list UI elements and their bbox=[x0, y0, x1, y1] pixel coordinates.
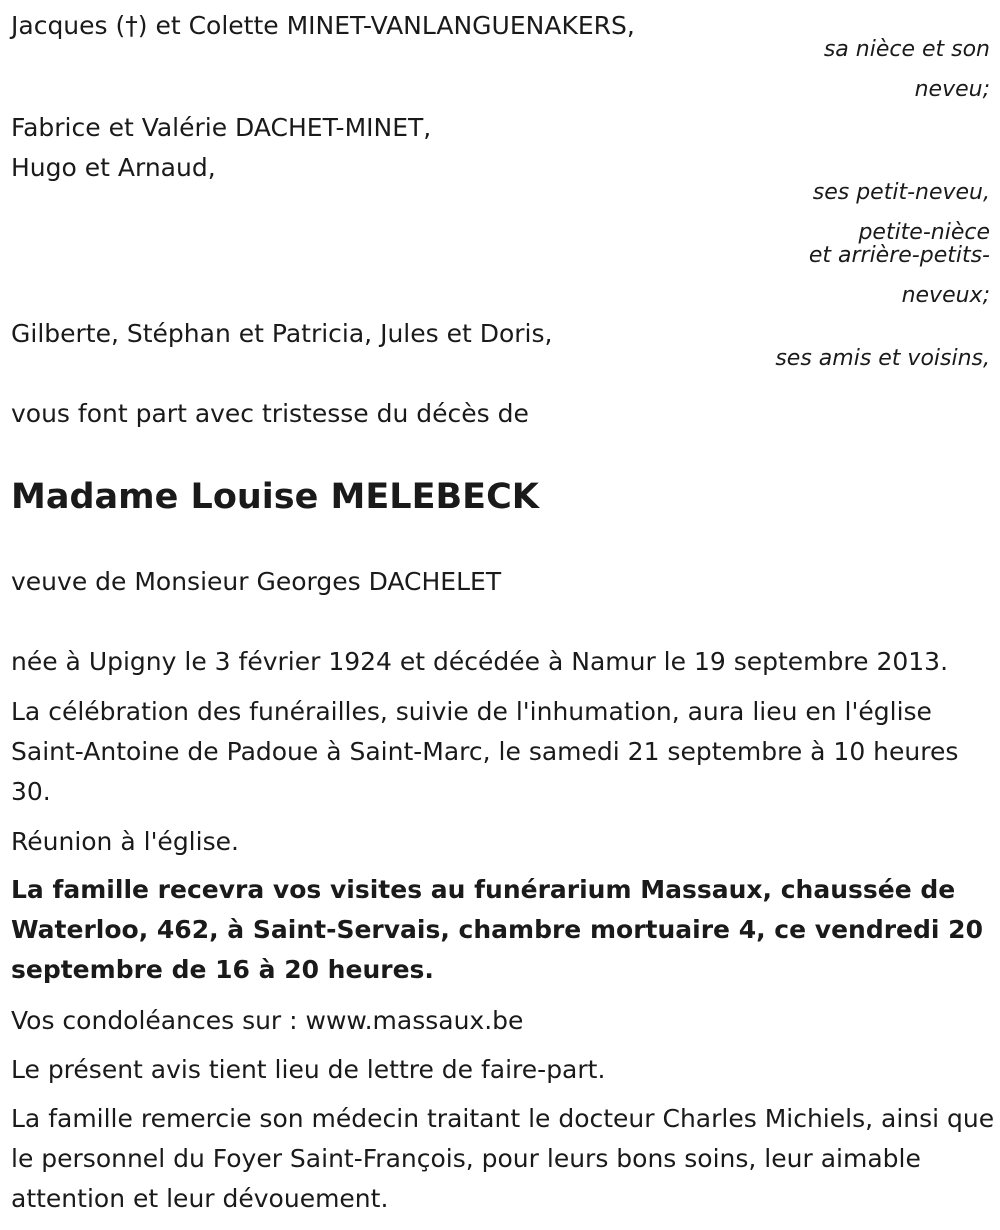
birth-death-text: née à Upigny le 3 février 1924 et décédée à Namur le 19 septembre 2013. bbox=[11, 647, 949, 676]
relation-great-grand-cont: neveux; bbox=[901, 283, 990, 308]
thanks-text: La famille remercie son médecin traitant le docteur Charles Michiels, ainsi que le personnel du Foyer Saint-François, pour leurs bons soins, leur aimable attention et leur dévouement. bbox=[11, 1104, 995, 1213]
family-line-minet: Jacques (†) et Colette MINET-VANLANGUENAKERS, bbox=[11, 11, 635, 40]
ceremony-text: La célébration des funérailles, suivie de l'inhumation, aura lieu en l'église Saint-Antoine de Padoue à Saint-Marc, le samedi 21 septembre à 10 heures 30. bbox=[11, 697, 959, 806]
relation-grand-niece: petite-nièce bbox=[858, 220, 990, 245]
meeting-text: Réunion à l'église. bbox=[11, 827, 239, 856]
family-line-friends: Gilberte, Stéphan et Patricia, Jules et Doris, bbox=[11, 319, 553, 348]
visits-text: La famille recevra vos visites au funérarium Massaux, chaussée de Waterloo, 462, à Saint-Servais, chambre mortuaire 4, ce vendredi 20 septembre de 16 à 20 heures. bbox=[11, 875, 983, 984]
condolences-text: Vos condoléances sur : www.massaux.be bbox=[11, 1006, 524, 1035]
relation-great-grand: et arrière-petits- bbox=[808, 243, 990, 268]
relation-niece-nephew-cont: neveu; bbox=[914, 77, 990, 102]
deceased-name: Madame Louise MELEBECK bbox=[11, 477, 539, 517]
announcement-text: vous font part avec tristesse du décès de bbox=[11, 399, 529, 428]
widow-of-text: veuve de Monsieur Georges DACHELET bbox=[11, 567, 502, 596]
relation-grand-nephew: ses petit-neveu, bbox=[812, 180, 990, 205]
family-line-hugo-arnaud: Hugo et Arnaud, bbox=[11, 153, 216, 182]
family-line-dachet: Fabrice et Valérie DACHET-MINET, bbox=[11, 113, 432, 142]
relation-friends: ses amis et voisins, bbox=[775, 346, 990, 371]
notice-text: Le présent avis tient lieu de lettre de faire-part. bbox=[11, 1055, 606, 1084]
relation-niece-nephew: sa nièce et son bbox=[823, 37, 990, 62]
